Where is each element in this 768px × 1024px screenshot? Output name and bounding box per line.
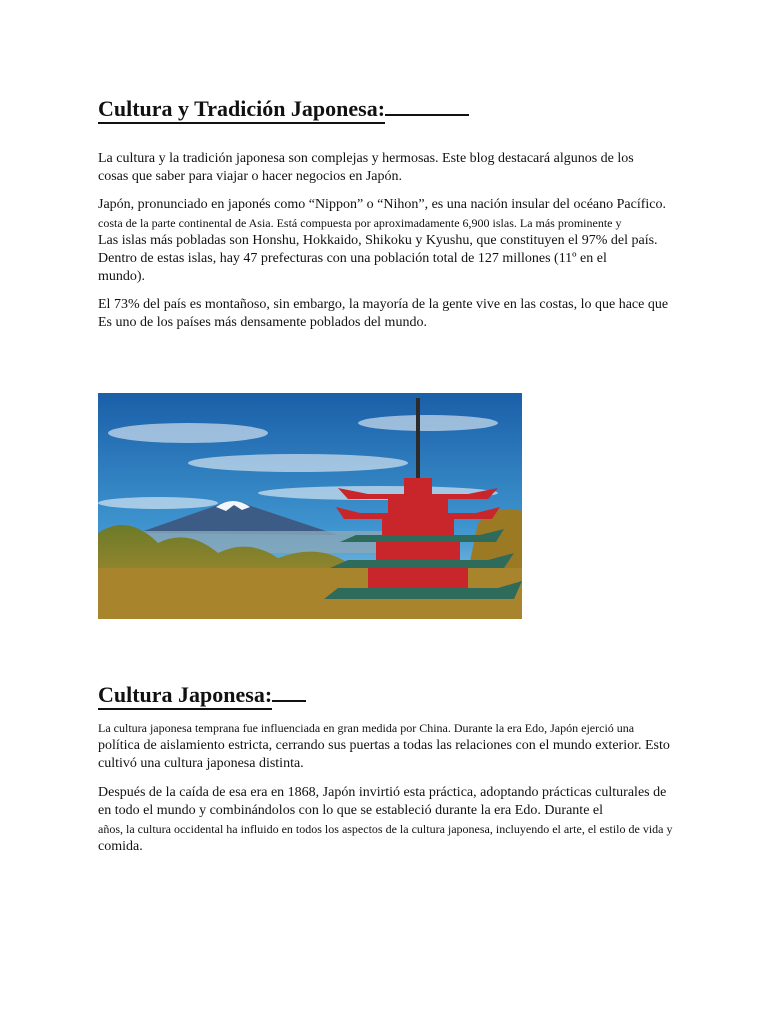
paragraph-geography: Japón, pronunciado en japonés como “Nippon” o “Nihon”, es una nación insular del océano Pacífico. costa de la parte continental de Asia. Está compuesta por aproximadamente 6,900 islas. La más prominente y Las islas más pobladas son Honshu, Hokkaido, Shikoku y Kyushu, que constituyen el 97% del país. Dentro de estas islas, hay 47 prefecturas con una población total de 127 millones (11º en el mundo). (98, 197, 666, 284)
mount-fuji-pagoda-photo (98, 393, 522, 619)
paragraph-mountains: El 73% del país es montañoso, sin embargo, la mayoría de la gente vive en las costas, lo que hace que Es uno de los países más densamente poblados del mundo. (98, 297, 669, 330)
section-title-cultura-japonesa: Cultura Japonesa: (98, 682, 306, 708)
paragraph-modern-culture: Después de la caída de esa era en 1868, Japón invirtió esta práctica, adoptando prácticas culturales de en todo el mundo y combinándolos con lo que se estableció durante la era Edo. Durante el años, la cultura occidental ha influido en todos los aspectos de la cultura japonesa, incluyendo el arte, el estilo de vida y comida. (98, 785, 673, 854)
paragraph-intro: La cultura y la tradición japonesa son complejas y hermosas. Este blog destacará algunos de los cosas que saber para viajar o hacer negocios en Japón. (98, 151, 634, 184)
paragraph-early-culture: La cultura japonesa temprana fue influenciada en gran medida por China. Durante la era Edo, Japón ejerció una política de aislamiento estricta, cerrando sus puertas a todas las relaciones con el mundo exterior. Esto cultivó una cultura japonesa distinta. (98, 721, 670, 771)
section-title-cultura-tradicion: Cultura y Tradición Japonesa: (98, 96, 469, 122)
